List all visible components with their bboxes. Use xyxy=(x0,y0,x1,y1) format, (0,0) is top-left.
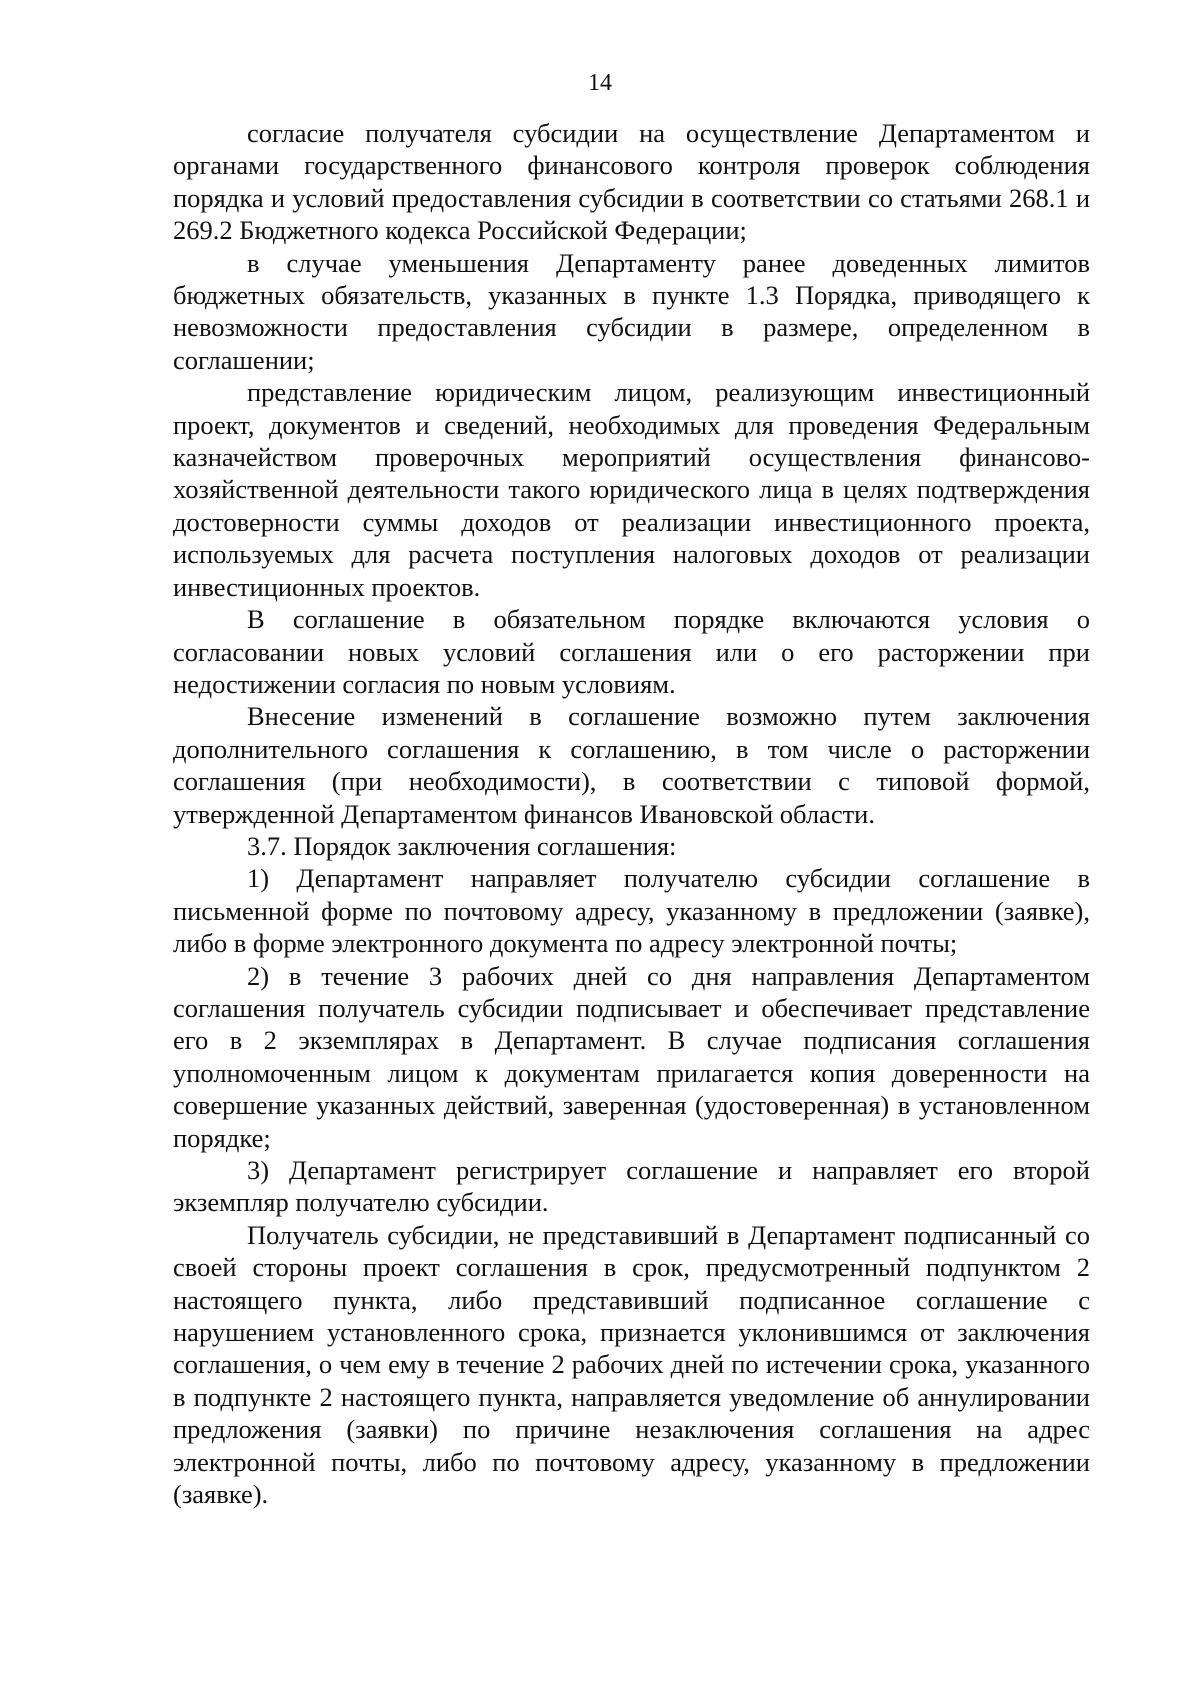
paragraph-limits-reduction: в случае уменьшения Департаменту ранее доведенных лимитов бюджетных обязательств, указанных в пункте 1.3 Порядка, приводящего к невозможности предоставления субсидии в размере, определенном в соглашении; xyxy=(173,247,1090,375)
list-item-2: 2) в течение 3 рабочих дней со дня направления Департаментом соглашения получатель субсидии подписывает и обеспечивает представление его в 2 экземплярах в Департамент. В случае подписания соглашения уполномоченным лицом к документам прилагается копия доверенности на совершение указанных действий, заверенная (удостоверенная) в установленном порядке; xyxy=(173,960,1090,1153)
paragraph-consent-control: согласие получателя субсидии на осуществление Департаментом и органами государственного финансового контроля проверок соблюдения порядка и условий предоставления субсидии в соответствии со статьями 268.1 и 269.2 Бюджетного кодекса Российской Федерации; xyxy=(173,118,1090,246)
paragraph-evasion: Получатель субсидии, не представивший в Департамент подписанный со своей стороны проект соглашения в срок, предусмотренный подпунктом 2 настоящего пункта, либо представивший подписанное соглашение с нарушением установленного срока, признается уклонившимся от заключения соглашения, о чем ему в течение 2 рабочих дней по истечении срока, указанного в подпункте 2 настоящего пункта, направляется уведомление об аннулировании предложения (заявки) по причине незаключения соглашения на адрес электронной почты, либо по почтовому адресу, указанному в предложении (заявке). xyxy=(173,1219,1090,1510)
paragraph-agreement-conditions: В соглашение в обязательном порядке включаются условия о согласовании новых условий соглашения или о его расторжении при недостижении согласия по новым условиям. xyxy=(173,604,1090,699)
page-number: 14 xyxy=(588,70,612,96)
list-item-1: 1) Департамент направляет получателю субсидии соглашение в письменной форме по почтовому адресу, указанному в предложении (заявке), либо в форме электронного документа по адресу электронной почты; xyxy=(173,863,1090,959)
list-item-3: 3) Департамент регистрирует соглашение и направляет его второй экземпляр получателю субсидии. xyxy=(173,1155,1090,1218)
paragraph-treasury-documents: представление юридическим лицом, реализующим инвестиционный проект, документов и сведений, необходимых для проведения Федеральным казначейством проверочных мероприятий осуществления финансово-хозяйственной деятельности такого юридического лица в целях подтверждения достоверности суммы доходов от реализации инвестиционного проекта, используемых для расчета поступления налоговых доходов от реализации инвестиционных проектов. xyxy=(173,377,1090,602)
document-body xyxy=(173,117,1090,1510)
paragraph-agreement-amendments: Внесение изменений в соглашение возможно путем заключения дополнительного соглашения к соглашению, в том числе о расторжении соглашения (при необходимости), в соответствии с типовой формой, утвержденной Департаментом финансов Ивановской области. xyxy=(173,701,1090,829)
section-heading-3-7: 3.7. Порядок заключения соглашения: xyxy=(247,830,677,861)
